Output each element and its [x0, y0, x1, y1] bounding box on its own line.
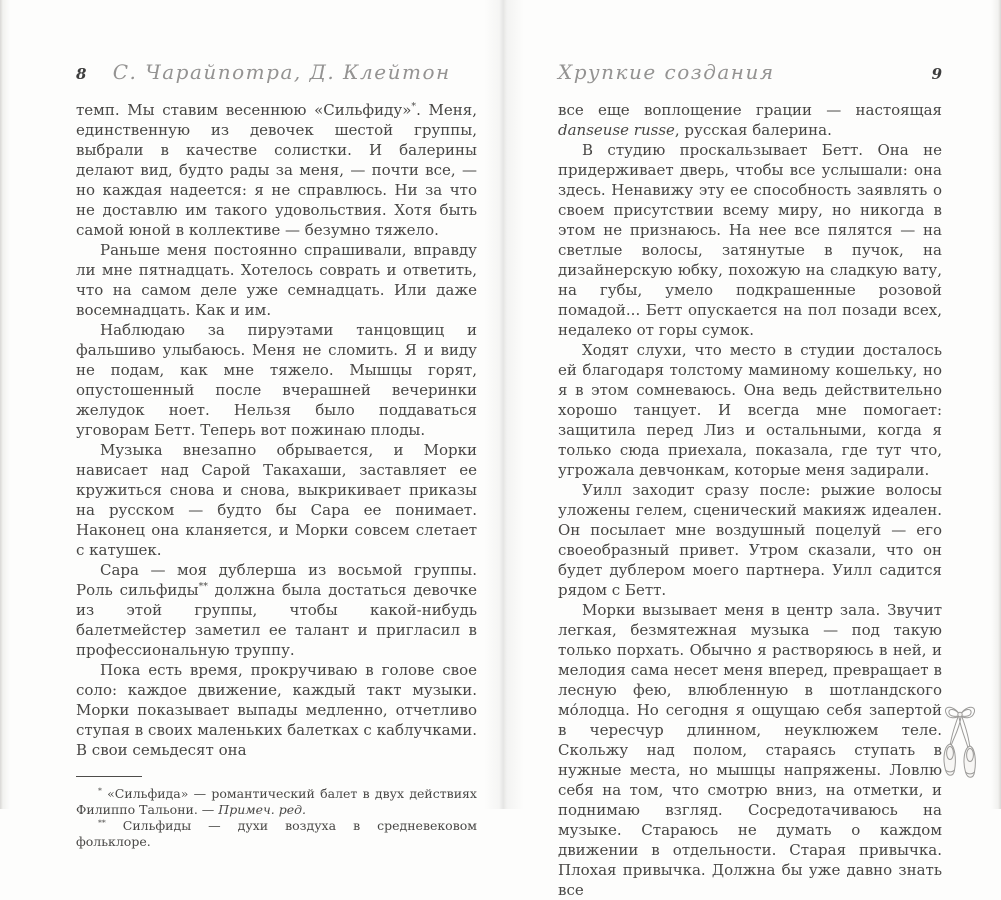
- page-header-right: [558, 60, 942, 86]
- footnotes: [76, 776, 477, 850]
- page-number-left: 8: [76, 65, 87, 83]
- text-segment: *: [98, 785, 102, 795]
- page-header-left: [76, 60, 477, 86]
- text-segment: должна была достаться девочке из этой группы, чтобы какой-нибудь балетмейстер заметил ее талант и пригласил в профессиональную труппу.: [76, 581, 477, 659]
- text-segment: «Сильфида» — романтический балет в двух действиях Филиппо Тальони. —: [76, 786, 477, 817]
- footnote-text: [76, 786, 477, 850]
- text-segment: Морки вызывает меня в центр зала. Звучит легкая, безмятежная музыка — под такую только порхать. Обычно я растворяюсь в ней, и мелодия сама несет меня вперед, превращает в лесную фею, влюбленную в шотландского мо́лодца. Но сегодня я ощущаю себя запертой в чересчур длинном, неуклюжем теле. Скольжу над полом, стараясь ступать в нужные места, но мышцы напряжены. Ловлю себя на том, что смотрю вниз, на отметки, и поднимаю взгляд. Сосредотачиваюсь на музыке. Стараюсь не думать о каждом движении в отдельности. Старая привычка. Плохая привычка. Должна бы уже давно знать все: [558, 601, 942, 899]
- paragraph: [558, 340, 942, 480]
- text-segment: . Меня, единственную из девочек шестой группы, выбрали в качестве солистки. И балерины делают вид, будто рады за меня, — почти все, — но каждая надеется: я не справлюсь. Ни за что не доставлю им такого удовольствия. Хотя быть самой юной в коллективе — безумно тяжело.: [76, 101, 477, 239]
- page-edge-left: [0, 0, 10, 809]
- text-segment: Сара — моя дублерша из восьмой группы. Роль сильфиды: [76, 561, 477, 599]
- text-segment: Сильфиды — духи воздуха в средневековом фольклоре.: [76, 818, 477, 849]
- body-text-right: [558, 100, 942, 900]
- paragraph: [76, 440, 477, 560]
- text-segment: все еще воплощение грации — настоящая: [558, 101, 942, 119]
- text-segment: Уилл заходит сразу после: рыжие волосы уложены гелем, сценический макияж идеален. Он посылает мне воздушный поцелуй — его своеобразный привет. Утром сказали, что он будет дублером моего партнера. Уилл садится рядом с Бетт.: [558, 481, 942, 599]
- running-title-book: Хрупкие создания: [558, 60, 775, 84]
- paragraph: [76, 818, 477, 850]
- text-segment: В студию проскальзывает Бетт. Она не придерживает дверь, чтобы все услышали: она здесь. Ненавижу эту ее способность заявлять о своем присутствии всему миру, но никогда в этом не признаюсь. На нее все пялятся — на светлые волосы, затянутые в пучок, на дизайнерскую юбку, похожую на сладкую вату, на губы, умело подкрашенные розовой помадой... Бетт опускается на пол позади всех, недалеко от горы сумок.: [558, 141, 942, 339]
- text-segment: danseuse russe: [558, 121, 675, 139]
- running-title-authors: С. Чарайпотра, Д. Клейтон: [112, 60, 451, 84]
- paragraph: [76, 100, 477, 240]
- paragraph: [76, 786, 477, 818]
- paragraph: [76, 560, 477, 660]
- pointe-shoes-icon: [936, 700, 984, 782]
- text-segment: темп. Мы ставим весеннюю «Сильфиду»: [76, 101, 412, 119]
- text-segment: Ходят слухи, что место в студии досталось ей благодаря толстому маминому кошельку, но я в этом сомневаюсь. Она ведь действительно хорошо танцует. И всегда мне помогает: защитила перед Лиз и остальными, когда я только сюда приехала, показала, где тут что, угрожала девчонкам, которые меня задирали.: [558, 341, 942, 479]
- page-edge-right: [991, 0, 1001, 809]
- paragraph: [558, 600, 942, 900]
- page-gutter-shadow: [484, 0, 524, 809]
- text-segment: Пока есть время, прокручиваю в голове свое соло: каждое движение, каждый такт музыки. Морки показывает выпады медленно, отчетливо ступая в своих маленьких балетках с каблучками. В свои семьдесят она: [76, 661, 477, 759]
- text-segment: Раньше меня постоянно спрашивали, вправду ли мне пятнадцать. Хотелось соврать и ответить, что на самом деле уже семнадцать. Или даже восемнадцать. Как и им.: [76, 241, 477, 319]
- page-number-right: 9: [931, 65, 942, 83]
- text-segment: Наблюдаю за пируэтами танцовщиц и фальшиво улыбаюсь. Меня не сломить. Я и виду не подам, как мне тяжело. Мышцы горят, опустошенный после вчерашней вечеринки желудок ноет. Нельзя было поддаваться уговорам Бетт. Теперь вот пожинаю плоды.: [76, 321, 477, 439]
- footnote-separator: [76, 776, 142, 777]
- paragraph: [76, 320, 477, 440]
- text-segment: Музыка внезапно обрывается, и Морки нависает над Сарой Такахаши, заставляет ее кружиться снова и снова, выкрикивает приказы на русском — будто бы Сара ее понимает. Наконец она кланяется, и Морки совсем слетает с катушек.: [76, 441, 477, 559]
- page-right: [558, 60, 942, 900]
- paragraph: [558, 100, 942, 140]
- text-segment: *: [411, 101, 417, 112]
- page-left: [76, 60, 477, 850]
- text-segment: **: [98, 817, 106, 827]
- text-segment: Примеч. ред.: [218, 802, 307, 817]
- paragraph: [76, 240, 477, 320]
- paragraph: [558, 480, 942, 600]
- text-segment: , русская балерина.: [674, 121, 832, 139]
- paragraph: [76, 660, 477, 760]
- text-segment: **: [198, 581, 208, 592]
- paragraph: [558, 140, 942, 340]
- body-text-left: [76, 100, 477, 760]
